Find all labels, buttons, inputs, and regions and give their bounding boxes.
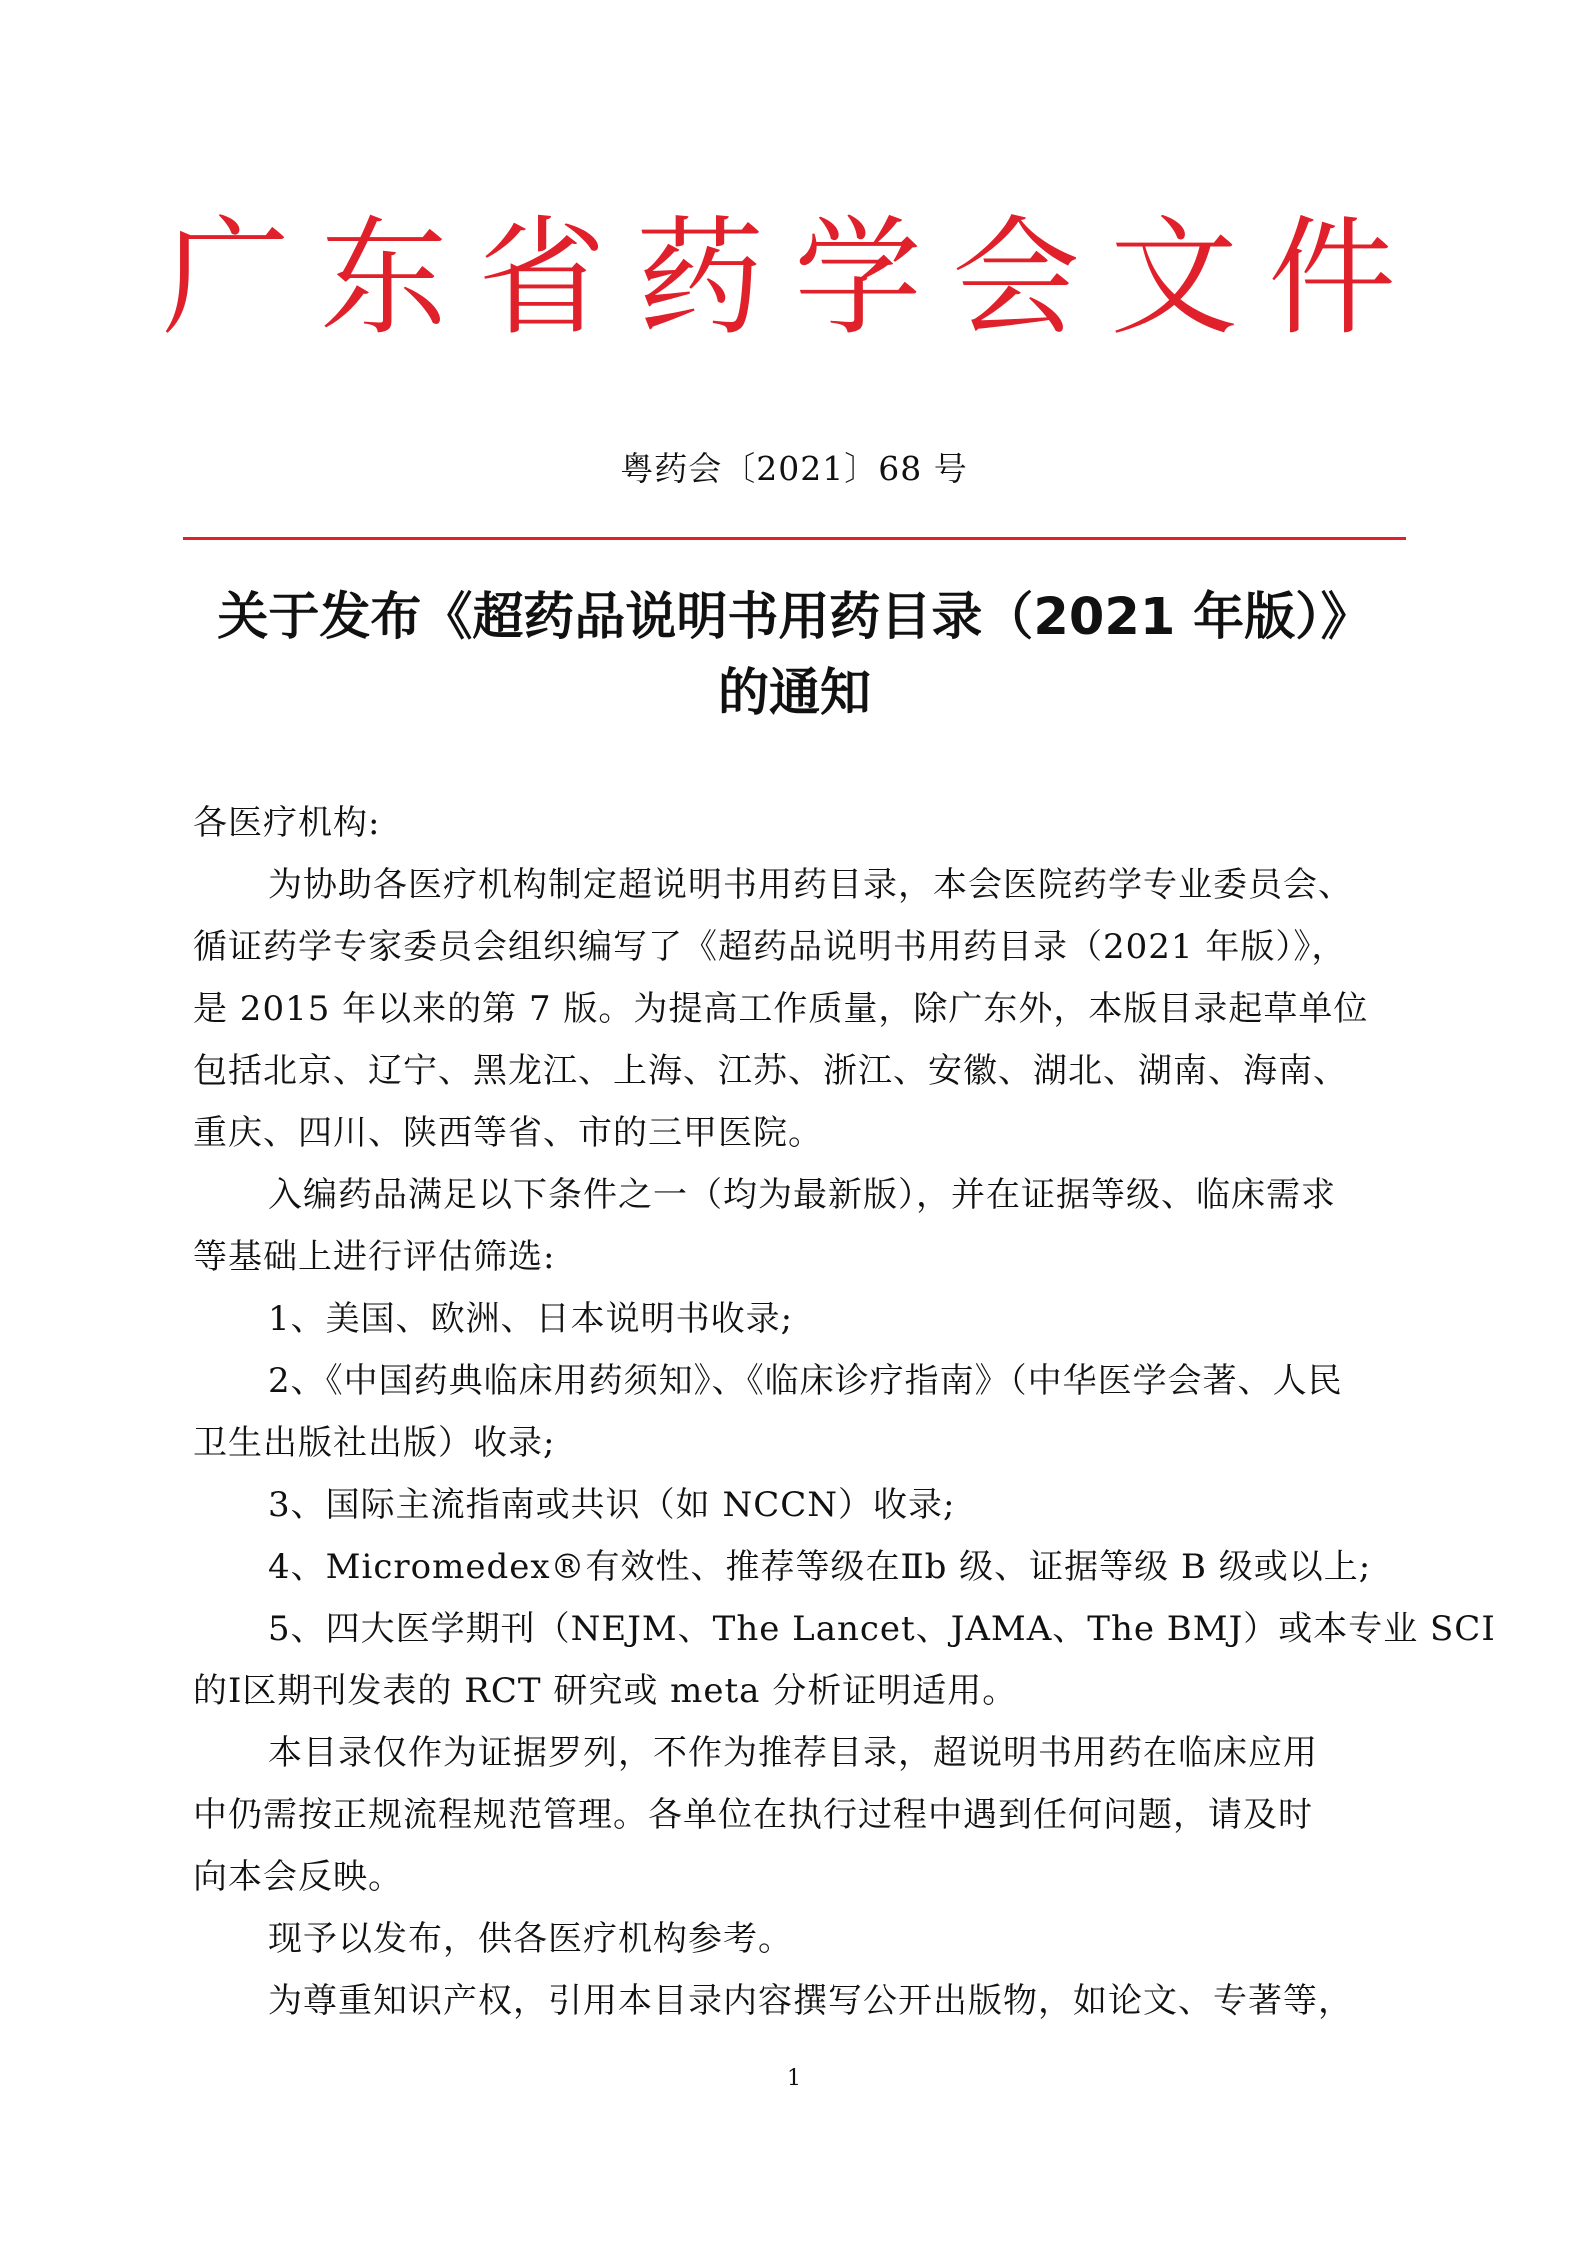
body-line: 现予以发布，供各医疗机构参考。 — [268, 1919, 793, 1959]
body-line: 是 2015 年以来的第 7 版。为提高工作质量，除广东外，本版目录起草单位 — [193, 989, 1369, 1029]
criteria-item: 3、国际主流指南或共识（如 NCCN）收录; — [268, 1485, 956, 1525]
body-line: 等基础上进行评估筛选: — [193, 1237, 556, 1277]
page-number: 1 — [787, 2066, 801, 2091]
body-line: 本目录仅作为证据罗列，不作为推荐目录，超说明书用药在临床应用 — [268, 1733, 1318, 1773]
criteria-item-continued: 的Ⅰ区期刊发表的 RCT 研究或 meta 分析证明适用。 — [193, 1671, 1018, 1711]
salutation: 各医疗机构: — [193, 803, 381, 843]
red-divider-rule — [183, 537, 1406, 540]
criteria-item: 4、Micromedex®有效性、推荐等级在Ⅱb 级、证据等级 B 级或以上; — [268, 1547, 1372, 1587]
org-header-title: 广东省药学会文件 — [161, 204, 1426, 353]
body-line: 包括北京、辽宁、黑龙江、上海、江苏、浙江、安徽、湖北、湖南、海南、 — [193, 1051, 1348, 1091]
document-title-line-2: 的通知 — [717, 664, 871, 723]
criteria-item: 5、四大医学期刊（NEJM、The Lancet、JAMA、The BMJ）或本专业 SCI — [268, 1609, 1496, 1649]
body-line: 重庆、四川、陕西等省、市的三甲医院。 — [193, 1113, 823, 1153]
document-body — [193, 792, 1496, 2032]
document-title-line-1: 关于发布《超药品说明书用药目录（2021 年版）》 — [217, 588, 1372, 647]
body-line: 为协助各医疗机构制定超说明书用药目录，本会医院药学专业委员会、 — [268, 865, 1353, 905]
document-title — [183, 580, 1406, 732]
document-number: 粤药会〔2021〕68 号 — [620, 449, 968, 488]
criteria-item-continued: 卫生出版社出版）收录; — [193, 1423, 556, 1463]
criteria-item: 2、《中国药典临床用药须知》、《临床诊疗指南》（中华医学会著、人民 — [268, 1361, 1343, 1401]
body-line: 为尊重知识产权，引用本目录内容撰写公开出版物，如论文、专著等， — [268, 1981, 1353, 2021]
body-line: 中仍需按正规流程规范管理。各单位在执行过程中遇到任何问题，请及时 — [193, 1795, 1313, 1835]
body-line: 向本会反映。 — [193, 1857, 403, 1897]
body-line: 入编药品满足以下条件之一（均为最新版），并在证据等级、临床需求 — [268, 1175, 1336, 1215]
body-line: 循证药学专家委员会组织编写了《超药品说明书用药目录（2021 年版）》， — [193, 927, 1347, 967]
criteria-item: 1、美国、欧洲、日本说明书收录; — [268, 1299, 794, 1339]
